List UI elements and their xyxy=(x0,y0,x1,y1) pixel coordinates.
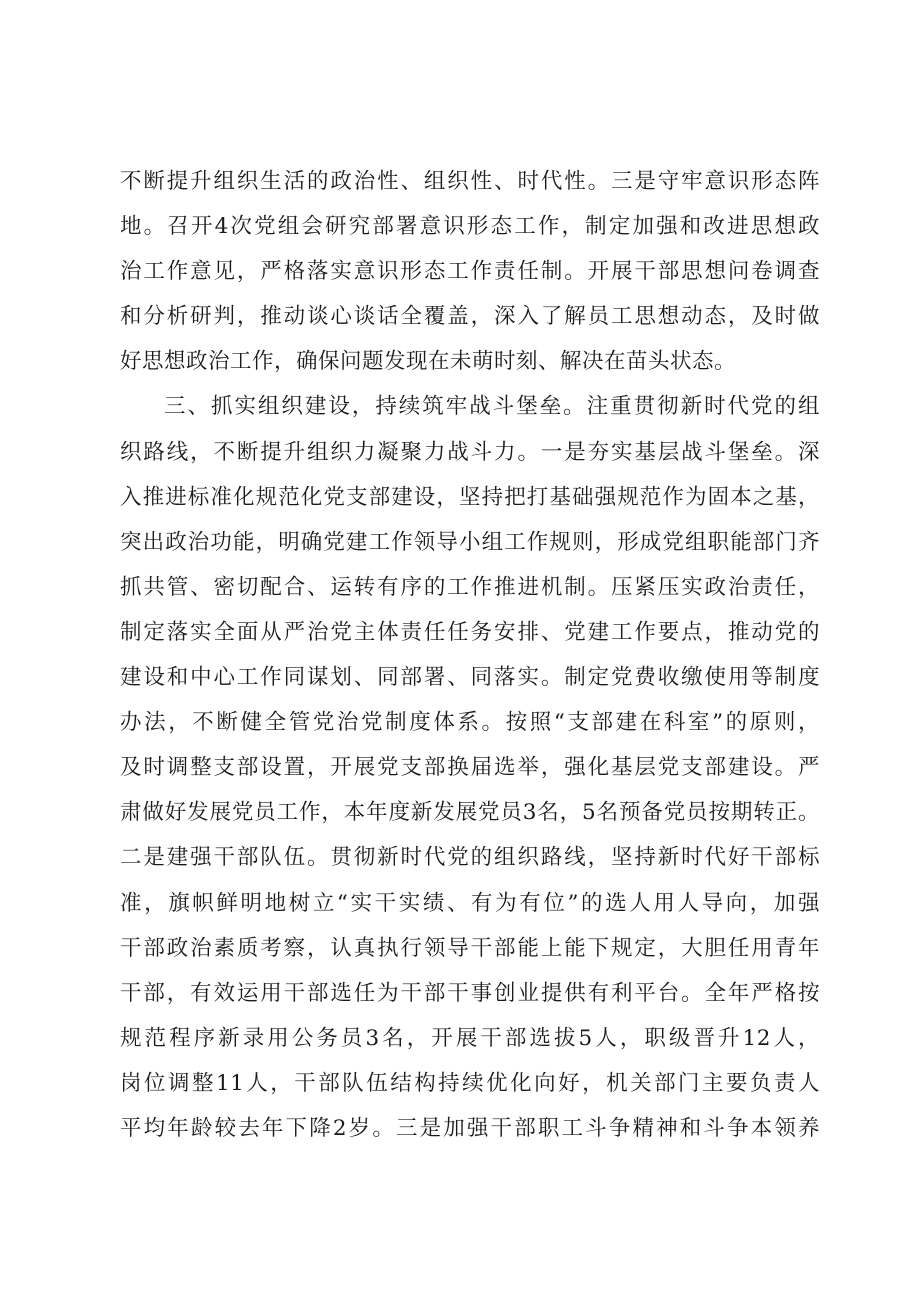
text-line: 好思想政治工作，确保问题发现在未萌时刻、解决在苗头状态。 xyxy=(120,349,737,375)
text-line: 二是建强干部队伍。贯彻新时代党的组织路线，坚持新时代好干部标 xyxy=(120,845,820,871)
text-line: 治工作意见，严格落实意识形态工作责任制。开展干部思想问卷调查 xyxy=(120,259,820,285)
text-line: 制定落实全面从严治党主体责任任务安排、党建工作要点，推动党的 xyxy=(120,619,820,645)
text-line: 和分析研判，推动谈心谈话全覆盖，深入了解员工思想动态，及时做 xyxy=(120,304,820,330)
text-line: 抓共管、密切配合、运转有序的工作推进机制。压紧压实政治责任， xyxy=(120,574,820,600)
text-line: 干部，有效运用干部选任为干部干事创业提供有利平台。全年严格按 xyxy=(120,980,820,1006)
text-line: 地。召开4次党组会研究部署意识形态工作，制定加强和改进思想政 xyxy=(120,214,820,240)
text-line: 规范程序新录用公务员3名，开展干部选拔5人，职级晋升12人， xyxy=(120,1025,820,1051)
text-line: 平均年龄较去年下降2岁。三是加强干部职工斗争精神和斗争本领养 xyxy=(120,1115,820,1141)
text-line: 准，旗帜鲜明地树立“实干实绩、有为有位”的选人用人导向，加强 xyxy=(120,890,820,916)
body-text xyxy=(120,159,820,1151)
text-line: 不断提升组织生活的政治性、组织性、时代性。三是守牢意识形态阵 xyxy=(120,169,820,194)
text-line: 干部政治素质考察，认真执行领导干部能上能下规定，大胆任用青年 xyxy=(120,935,820,961)
text-line: 岗位调整11人，干部队伍结构持续优化向好，机关部门主要负责人 xyxy=(120,1070,820,1096)
text-line: 建设和中心工作同谋划、同部署、同落实。制定党费收缴使用等制度 xyxy=(120,665,820,691)
text-line: 三、抓实组织建设，持续筑牢战斗堡垒。注重贯彻新时代党的组 xyxy=(164,394,820,420)
text-line: 突出政治功能，明确党建工作领导小组工作规则，形成党组职能部门齐 xyxy=(120,529,820,555)
text-line: 织路线，不断提升组织力凝聚力战斗力。一是夯实基层战斗堡垒。深 xyxy=(120,439,820,465)
text-line: 及时调整支部设置，开展党支部换届选举，强化基层党支部建设。严 xyxy=(120,755,820,781)
text-line: 肃做好发展党员工作，本年度新发展党员3名，5名预备党员按期转正。 xyxy=(120,800,820,826)
text-line: 办法，不断健全管党治党制度体系。按照“支部建在科室”的原则， xyxy=(120,710,820,736)
text-line: 入推进标准化规范化党支部建设，坚持把打基础强规范作为固本之基， xyxy=(120,484,820,510)
